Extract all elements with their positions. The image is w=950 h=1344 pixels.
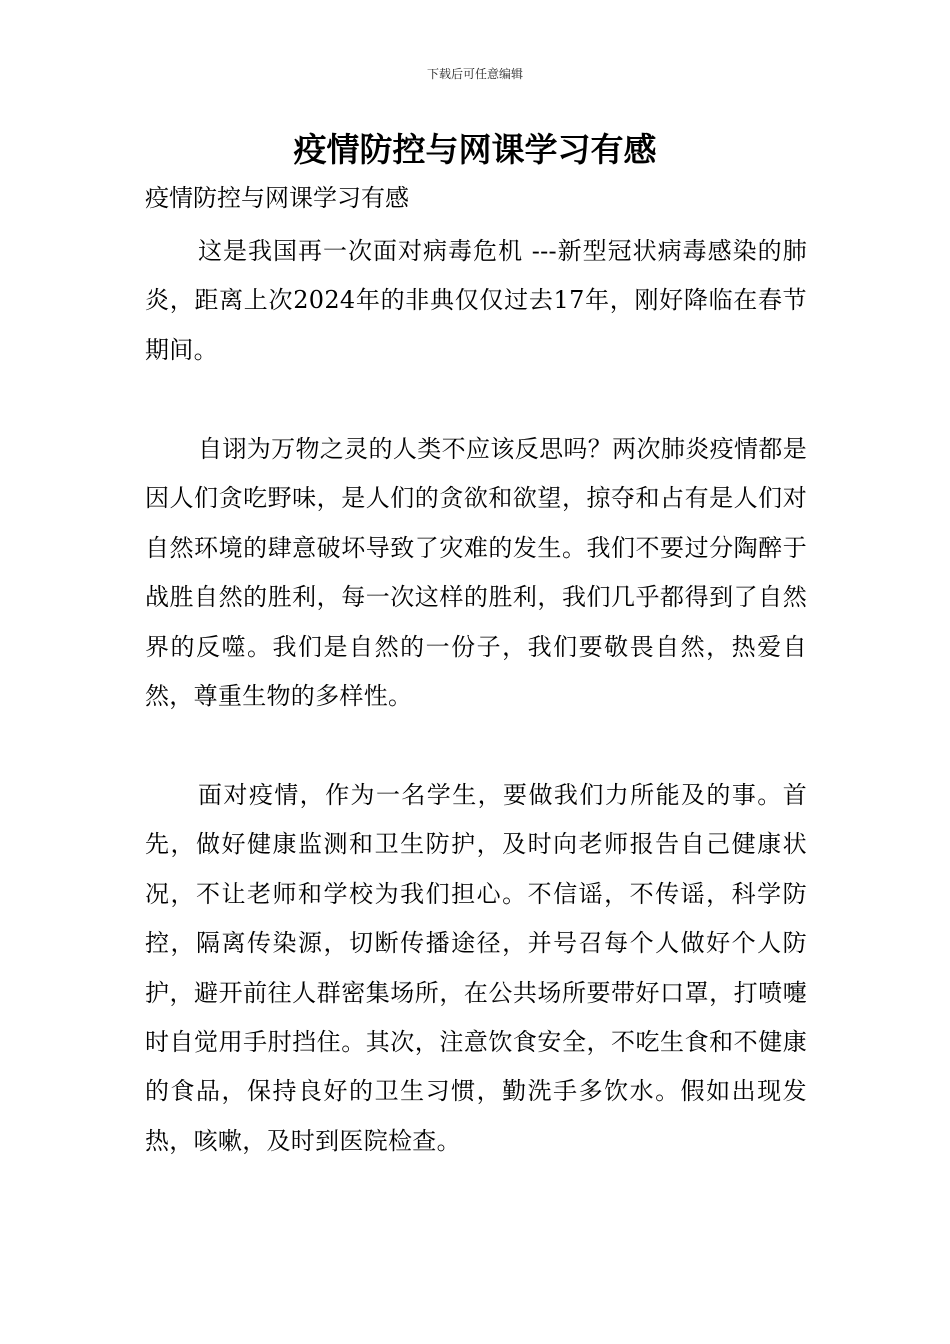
paragraph-1-container xyxy=(145,227,807,375)
paragraph-3: 面对疫情，作为一名学生，要做我们力所能及的事。首先，做好健康监测和卫生防护，及时向老师报告自己健康状况，不让老师和学校为我们担心。不信谣，不传谣，科学防控，隔离传染源，切断传播途径，并号召每个人做好个人防护，避开前往人群密集场所，在公共场所要带好口罩，打喷嚏时自觉用手肘挡住。其次，注意饮食安全，不吃生食和不健康的食品，保持良好的卫生习惯，勤洗手多饮水。假如出现发热，咳嗽，及时到医院检查。 xyxy=(145,781,807,1155)
paragraph-3-container xyxy=(145,771,807,1166)
paragraph-1: 这是我国再一次面对病毒危机 ---新型冠状病毒感染的肺炎，距离上次2024年的非典仅仅过去17年，刚好降临在春节期间。 xyxy=(145,237,807,364)
document-title: 疫情防控与网课学习有感 xyxy=(293,130,657,169)
header-note: 下载后可任意编辑 xyxy=(426,67,523,81)
document-subtitle: 疫情防控与网课学习有感 xyxy=(145,184,409,212)
paragraph-2: 自诩为万物之灵的人类不应该反思吗？两次肺炎疫情都是因人们贪吃野味，是人们的贪欲和欲望，掠夺和占有是人们对自然环境的肆意破坏导致了灾难的发生。我们不要过分陶醉于战胜自然的胜利，每一次这样的胜利，我们几乎都得到了自然界的反噬。我们是自然的一份子，我们要敬畏自然，热爱自然，尊重生物的多样性。 xyxy=(145,435,807,711)
paragraph-2-container xyxy=(145,425,807,721)
